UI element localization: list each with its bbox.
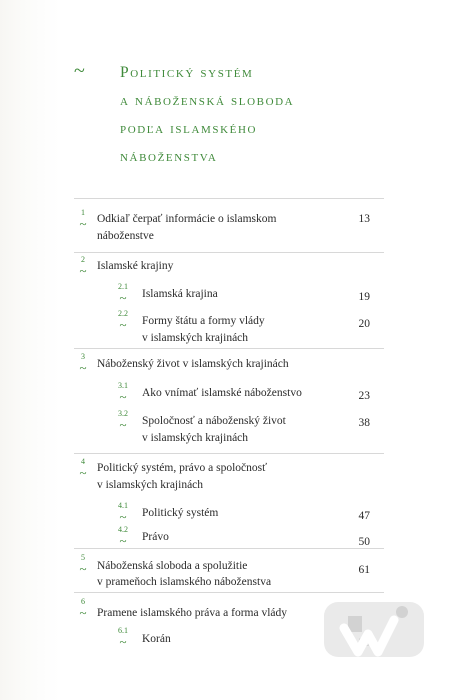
toc-number: 4 (81, 457, 85, 466)
tilde-icon: ~ (79, 561, 87, 576)
toc-entry-text: Islamské krajiny (97, 260, 174, 272)
toc-entry-text: Odkiaľ čerpať informácie o islamskom (97, 213, 277, 225)
toc-entry-text: Ako vnímať islamské náboženstvo (142, 387, 302, 399)
toc-number: 5 (81, 553, 85, 562)
divider (74, 548, 384, 549)
tilde-icon: ~ (119, 290, 127, 305)
title-tilde-icon: ~ (74, 60, 85, 82)
tilde-icon: ~ (119, 317, 127, 332)
toc-entry-text: v islamských krajinách (97, 479, 204, 491)
toc-entry-text: Politický systém, právo a spoločnosť (97, 462, 268, 474)
toc-page-number: 38 (358, 417, 370, 429)
toc-number: 6.1 (118, 626, 128, 635)
tilde-icon: ~ (119, 509, 127, 524)
toc-page-number: 23 (358, 390, 370, 402)
tilde-icon: ~ (79, 360, 87, 375)
tilde-icon: ~ (119, 533, 127, 548)
toc-page-number: 13 (358, 213, 370, 225)
tilde-icon: ~ (79, 263, 87, 278)
title-line-2: a náboženská sloboda (120, 92, 295, 109)
toc-number: 2 (81, 255, 85, 264)
toc-entry-text: v prameňoch islamského náboženstva (97, 576, 272, 588)
toc-number: 2.2 (118, 309, 128, 318)
toc-page-number: 47 (358, 510, 370, 522)
toc-number: 3.2 (118, 409, 128, 418)
divider (74, 348, 384, 349)
toc-entry-text: v islamských krajinách (142, 332, 249, 344)
toc-number: 4.1 (118, 501, 128, 510)
toc-number: 1 (81, 208, 85, 217)
title-line-4: náboženstva (120, 148, 218, 165)
toc-entry-text: Islamská krajina (142, 288, 218, 300)
publisher-logo-watermark-icon (314, 592, 434, 672)
toc-page-number: 20 (358, 318, 370, 330)
tilde-icon: ~ (79, 605, 87, 620)
toc-entry-text: Formy štátu a formy vlády (142, 315, 265, 327)
toc-entry-text: náboženstve (97, 230, 154, 242)
toc-number: 6 (81, 597, 85, 606)
toc-number: 3.1 (118, 381, 128, 390)
toc-number: 3 (81, 352, 85, 361)
title-line-3: podľa islamského (120, 120, 258, 137)
toc-entry-text: Pramene islamského práva a forma vlády (97, 607, 288, 619)
toc-number: 2.1 (118, 282, 128, 291)
toc-page-number: 61 (358, 564, 370, 576)
divider (74, 252, 384, 253)
title-line-1: Politický systém (120, 64, 254, 81)
tilde-icon: ~ (79, 465, 87, 480)
toc-page-number: 50 (358, 536, 370, 548)
tilde-icon: ~ (119, 634, 127, 649)
tilde-icon: ~ (119, 417, 127, 432)
toc-entry-text: Politický systém (142, 507, 219, 519)
toc-entry-text: Náboženský život v islamských krajinách (97, 358, 289, 370)
divider (74, 198, 384, 199)
toc-number: 4.2 (118, 525, 128, 534)
toc-entry-text: Náboženská sloboda a spolužitie (97, 560, 248, 572)
toc-entry-text: Korán (142, 633, 171, 645)
tilde-icon: ~ (119, 389, 127, 404)
toc-page-number: 19 (358, 291, 370, 303)
toc-entry-text: v islamských krajinách (142, 432, 249, 444)
toc-entry-text: Spoločnosť a náboženský život (142, 415, 286, 427)
tilde-icon: ~ (79, 216, 87, 231)
divider (74, 453, 384, 454)
toc-entry-text: Právo (142, 531, 169, 543)
